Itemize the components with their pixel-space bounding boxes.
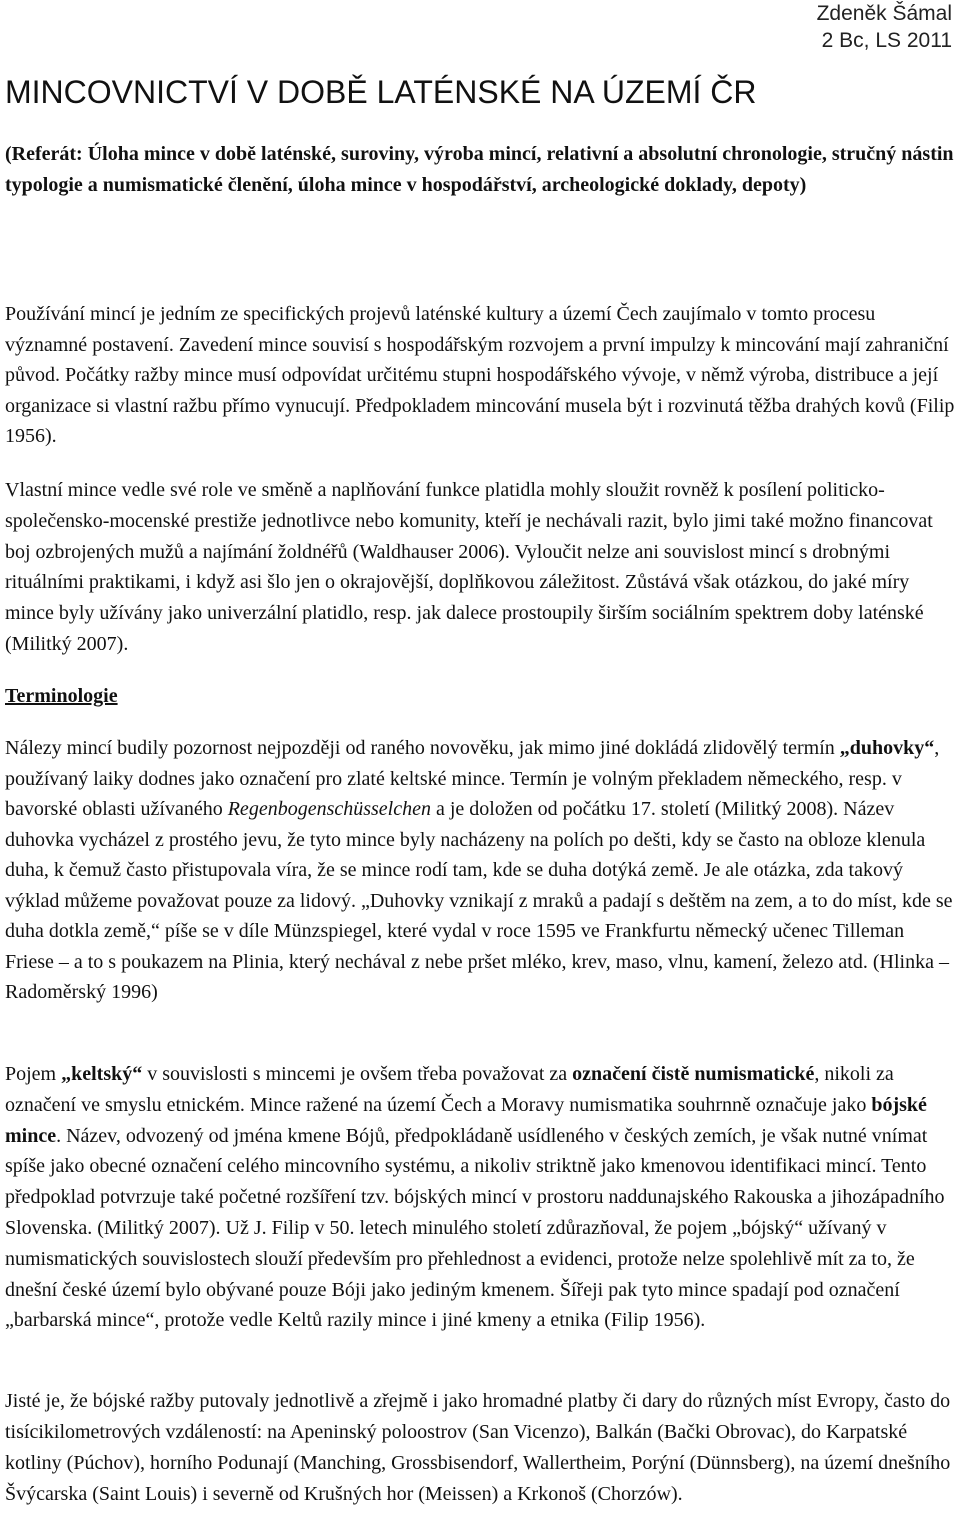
course-info: 2 Bc, LS 2011 bbox=[821, 29, 952, 52]
term-duhovky: „duhovky“ bbox=[839, 737, 935, 759]
term-keltsky: „keltský“ bbox=[61, 1063, 143, 1085]
paragraph-1-part-a: Používání mincí je jedním ze specifických projevů laténské kultury a území Čech zaujímalo v tomto procesu významné postavení. bbox=[5, 303, 876, 356]
paragraph-3-part-e: a je doložen od počátku 17. století (Militký 2008). Název duhovka vycházel z prostého jevu, že tyto mince byly nacházeny na polích po dešti, kdy se často na obloze klenula duha, k čemuž často přistupovala víra, že se mince rodí tam, kde se duha dotýká země. Je ale otázka, zda takový výklad můžeme považovat pouze za lidový. „Duhovky vznikají z mraků a padají s deštěm na zem, a to do míst, kde se duha dotkla země,“ píše se v díle Münzspiegel, které vydal v roce 1595 ve Frankfurtu německý učenec Tilleman Friese – a to s poukazem na Plinia, který nechával z nebe pršet mléko, krev, maso, vlnu, kamení, železo atd. (Hlinka – Radoměrský 1996) bbox=[5, 798, 953, 1003]
paragraph-4 bbox=[5, 1059, 957, 1336]
section-heading-terminologie: Terminologie bbox=[5, 685, 118, 707]
paragraph-4-part-e: , nikoli za označení ve smyslu etnickém. Mince ražené na území Čech a Moravy numismatika souhrnně označuje jako bbox=[5, 1063, 894, 1116]
author-header bbox=[817, 0, 952, 54]
paragraph-1-part-b: Zavedení mince souvisí s hospodářským rozvojem a první impulzy k mincování mají zahraniční původ. bbox=[5, 333, 949, 387]
paragraph-1 bbox=[5, 299, 957, 452]
term-regenbogenschusselchen: Regenbogenschüsselchen bbox=[227, 798, 431, 820]
paragraph-3 bbox=[5, 733, 957, 1008]
paragraph-1-part-c: Počátky ražby mince musí odpovídat určitému stupni hospodářského vývoje, v němž výroba, distribuce a její organizace si vlastní ražbu přímo vynucují. Předpokladem mincování musela být i rozvinutá těžba drahých kovů (Filip 1956). bbox=[5, 364, 955, 448]
paragraph-5: Jisté je, že bójské ražby putovaly jednotlivě a zřejmě i jako hromadné platby či dary do různých míst Evropy, často do tisícikilometrových vzdáleností: na Apeninský poloostrov (San Vicenzo), Balkán (Bački Obrovac), do Karpatské kotliny (Púchov), horního Podunají (Manching, Grossbisendorf, Wallertheim, Porýní (Dünnsberg), na území dnešního Švýcarska (Saint Louis) i severně od Krušných hor (Meissen) a Krkonoš (Chorzów). bbox=[5, 1390, 951, 1505]
paragraph-3-part-a: Nálezy mincí budily pozornost nejpozději od raného novověku, jak mimo jiné dokládá zlidovělý termín bbox=[5, 737, 840, 759]
term-bojske-mince: bójské mince bbox=[5, 1093, 927, 1147]
document-title: MINCOVNICTVÍ V DOBĚ LATÉNSKÉ NA ÚZEMÍ ČR bbox=[5, 74, 757, 110]
term-numismaticke: označení čistě numismatické bbox=[572, 1063, 815, 1085]
paragraph-2: Vlastní mince vedle své role ve směně a naplňování funkce platidla mohly sloužit rovněž k posílení politicko-společensko-mocenské prestiže jednotlivce nebo komunity, kteří je nechávali razit, bylo jimi také možno financovat boj ozbrojených mužů a najímání žoldnéřů (Waldhauser 2006). Vyloučit nelze ani souvislost mincí s drobnými rituálními praktikami, i když asi šlo jen o okrajovější, doplňkovou záležitost. Zůstává však otázkou, do jaké míry mince byly užívány jako univerzální platidlo, resp. jak dalece prostoupily širším sociálním spektrem doby laténské (Militký 2007). bbox=[5, 479, 933, 655]
paragraph-4-part-g: . Název, odvozený od jména kmene Bójů, předpokládaně usídleného v českých zemích, je však nutné vnímat spíše jako obecné označení celého mincovního systému, a nikoliv striktně jako kmenovou identifikaci mincí. Tento předpoklad potvrzuje také početné rozšíření tzv. bójských mincí v prostoru naddunajského Rakouska a jihozápadního Slovenska. (Militký 2007). Už J. Filip v 50. letech minulého století zdůrazňoval, že pojem „bójský“ užívaný v numismatických souvislostech slouží především pro přehlednost a evidenci, protože nelze spolehlivě mít za to, že dnešní české území bylo obývané pouze Bóji jako jediným kmenem. Šířeji pak tyto mince spadají pod označení „barbarská mince“, protože vedle Keltů razily mince i jiné kmeny a etnika (Filip 1956). bbox=[5, 1124, 945, 1332]
paragraph-4-part-a: Pojem bbox=[5, 1063, 62, 1085]
document-subtitle: (Referát: Úloha mince v době laténské, suroviny, výroba mincí, relativní a absolutní chronologie, stručný nástin typologie a numismatické členění, úloha mince v hospodářství, archeologické doklady, depoty) bbox=[5, 143, 954, 196]
paragraph-4-part-c: v souvislosti s mincemi je ovšem třeba považovat za bbox=[142, 1063, 573, 1085]
paragraph-3-part-c: , používaný laiky dodnes jako označení pro zlaté keltské mince. Termín je volným překladem německého, resp. v bavorské oblasti užívaného bbox=[5, 737, 940, 820]
author-name: Zdeněk Šámal bbox=[816, 2, 952, 25]
